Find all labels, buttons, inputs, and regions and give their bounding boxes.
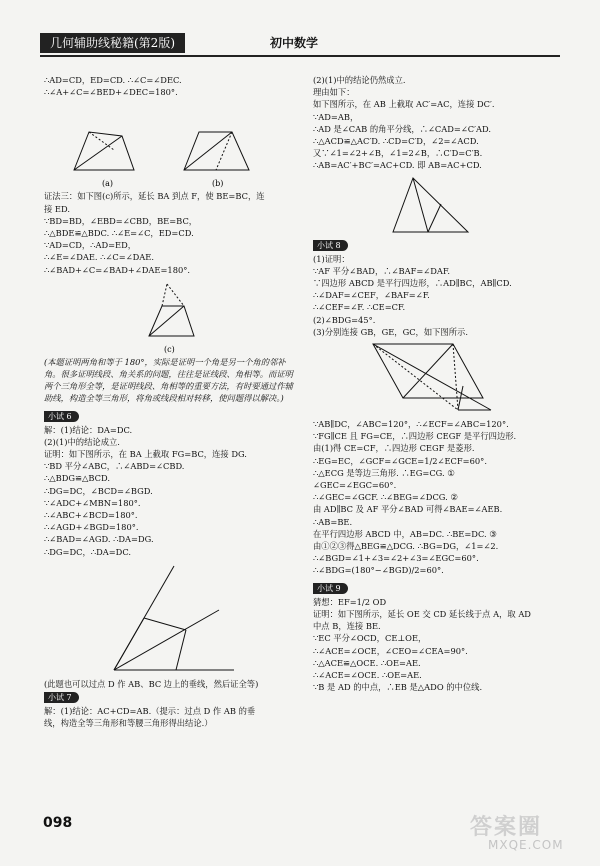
text-line: ∴EG=EC，∠GCF=∠GCE=1/2∠ECF=60°. (313, 455, 487, 466)
quad-b (184, 132, 249, 170)
text-line: ∴∠BAD=∠AGD. ∴DA=DG. (44, 534, 154, 545)
text-line: (1)证明： (313, 253, 350, 264)
figure-6 (44, 558, 296, 678)
text-line: ∴△ECG 是等边三角形. ∴EG=CG. ① (313, 467, 455, 478)
text-line: ∴∠GEC=∠GCF. ∴∠BEG=∠DCG. ② (313, 492, 458, 503)
text-line: ∠GEC=∠EGC=60°. (313, 480, 397, 491)
text-line: ∵四边形 ABCD 是平行四边形，∴AD∥BC，AB∥CD. (313, 278, 512, 289)
text-line: 在平行四边形 ABCD 中，AB=DC. ∴BE=DC. ③ (313, 528, 497, 539)
text-line: ∵BD 平分∠ABC，∴∠ABD=∠CBD. (44, 461, 185, 472)
page-header (40, 33, 560, 57)
text-line: ∴DG=DC，∴DA=DC. (44, 546, 132, 557)
text-line: 证法三：如下图(c)所示，延长 BA 到点 F，使 BE=BC，连 (44, 191, 265, 202)
figure-7 (313, 172, 563, 238)
text-line: ∴∠E=∠DAE. ∴∠C=∠DAE. (44, 252, 154, 263)
section-badge: 小试 6 (44, 411, 79, 422)
subject-title: 初中数学 (270, 36, 319, 50)
section-badge: 小试 9 (313, 583, 348, 594)
text-line: ∵AB∥DC，∠ABC=120°，∴∠ECF=∠ABC=120°. (313, 419, 509, 430)
text-line: ∴△BDG≌△BCD. (44, 473, 110, 484)
text-line: ∵AD=AB， (313, 111, 359, 122)
section-badge: 小试 8 (313, 240, 348, 251)
text-line: ∵FG∥CE 且 FG=CE，∴四边形 CEGF 是平行四边形. (313, 431, 517, 442)
watermark-url: MXQE.COM (488, 838, 564, 852)
text-line: 理由如下： (313, 87, 355, 98)
text-line: ∵EC 平分∠OCD，CE⊥OE， (313, 633, 427, 644)
text-line: (2)(1)中的结论成立. (44, 436, 120, 447)
quad-a (74, 132, 134, 170)
label-c: (c) (164, 344, 175, 354)
text-line: 证明：如下图所示，在 BA 上截取 FG=BC，连接 DG. (44, 449, 247, 460)
text-line: 又∵∠1=∠2+∠B，∠1=2∠B，∴C′D=C′B. (313, 148, 483, 159)
figure-8 (313, 338, 563, 418)
text-line: 由(1)得 CE=CF，∴四边形 CEGF 是菱形. (313, 443, 475, 454)
page-number: 098 (43, 815, 73, 831)
text-line: 中点 B，连接 BE. (313, 621, 381, 632)
section-badge: 小试 7 (44, 692, 79, 703)
text-line: ∵BD=BD，∠EBD=∠CBD，BE=BC， (44, 215, 198, 226)
text-line: ∴△BDE≌△BDC. ∴∠E=∠C，ED=CD. (44, 228, 194, 239)
text-line: ∵B 是 AD 的中点，∴EB 是△ADO 的中位线. (313, 682, 483, 693)
note-paragraph: (本题证明两角和等于 180°，实际是证明一个角是另一个角的邻补角。很多证明线段、角关系的问题，往往是证线段、角相等。而证明两个三角形全等，是证明线段、角相等的重要方法，有时要通过作辅助线，构造全等三角形，将角或线段相对转移，使问题得以解决。) (44, 356, 293, 404)
text-line: ∴∠AGD+∠BGD=180°. (44, 522, 139, 533)
text-line: ∴∠BDG=(180°−∠BGD)/2=60°. (313, 565, 444, 576)
text-line: 证明：如下图所示，延长 OE 交 CD 延长线于点 A，取 AD (313, 608, 531, 619)
text-line: 由①②③得△BEG≌△DCG. ∴BG=DG，∠1=∠2. (313, 541, 499, 552)
text-line: 猜想：EF=1/2 OD (313, 596, 387, 607)
text-line: (2)∠BDG=45°. (313, 314, 376, 325)
figure-a-b (44, 98, 296, 190)
text-line: ∴∠ACE=∠OCE. ∴OE=AE. (313, 669, 422, 680)
text-line: (此题也可以过点 D 作 AB、BC 边上的垂线，然后证全等) (44, 678, 259, 689)
text-line: ∴AB=BE. (313, 516, 353, 527)
left-column (44, 74, 296, 729)
text-line: 解：(1)结论：DA=DC. (44, 424, 133, 435)
label-a: (a) (102, 179, 114, 189)
figure-c (44, 276, 296, 356)
text-line: ∴∠BAD+∠C=∠BAD+∠DAE=180°. (44, 264, 191, 275)
text-line: 接 ED. (44, 203, 70, 214)
book-title: 几何辅助线秘籍(第2版) (40, 33, 185, 53)
label-b: (b) (212, 179, 224, 189)
text-line: ∴AB=AC′+BC′=AC+CD. 即 AB=AC+CD. (313, 160, 482, 171)
text-line: ∵∠ADC+∠MBN=180°. (44, 497, 141, 508)
text-line: (3)分别连接 GB，GE，GC，如下图所示. (313, 326, 468, 337)
text-line: 由 AD∥BC 及 AF 平分∠BAD 可得∠BAE=∠AEB. (313, 504, 503, 515)
text-line: ∴△ACD≌△AC′D. ∴CD=C′D，∠2=∠ACD. (313, 136, 479, 147)
text-line: (2)(1)中的结论仍然成立. (313, 75, 406, 85)
text-line: ∴∠ABC+∠BCD=180°. (44, 510, 138, 521)
text-line: ∴∠BGD=∠1+∠3=∠2+∠3=∠EGC=60°. (313, 553, 479, 564)
text-line: ∴∠ACE=∠OCE，∠CEO=∠CEA=90°. (313, 645, 468, 656)
right-column (313, 74, 563, 693)
text-line: 解：(1)结论：AC+CD=AB.（提示：过点 D 作 AB 的垂 (44, 706, 256, 717)
text-line: ∴DG=DC，∠BCD=∠BGD. (44, 485, 153, 496)
text-line: ∴△ACE≌△OCE. ∴OE=AE. (313, 657, 421, 668)
watermark-logo: 答案圈 (470, 815, 543, 840)
text-line: ∵AF 平分∠BAD，∴∠BAF=∠DAF. (313, 265, 450, 276)
text-line: ∴∠A+∠C=∠BED+∠DEC=180°. (44, 87, 178, 98)
text-line: ∴∠DAF=∠CEF，∠BAF=∠F. (313, 290, 430, 301)
text-line: 如下图所示，在 AB 上截取 AC′=AC，连接 DC′. (313, 99, 495, 110)
text-line: ∴AD 是∠CAB 的角平分线，∴∠CAD=∠C′AD. (313, 123, 492, 134)
text-line: 线，构造全等三角形和等腰三角形得出结论.） (44, 718, 213, 729)
text-line: ∵AD=CD，∴AD=ED， (44, 240, 137, 251)
text-line: ∴AD=CD，ED=CD. ∴∠C=∠DEC. (44, 75, 182, 85)
text-line: ∴∠CEF=∠F. ∴CE=CF. (313, 302, 406, 313)
